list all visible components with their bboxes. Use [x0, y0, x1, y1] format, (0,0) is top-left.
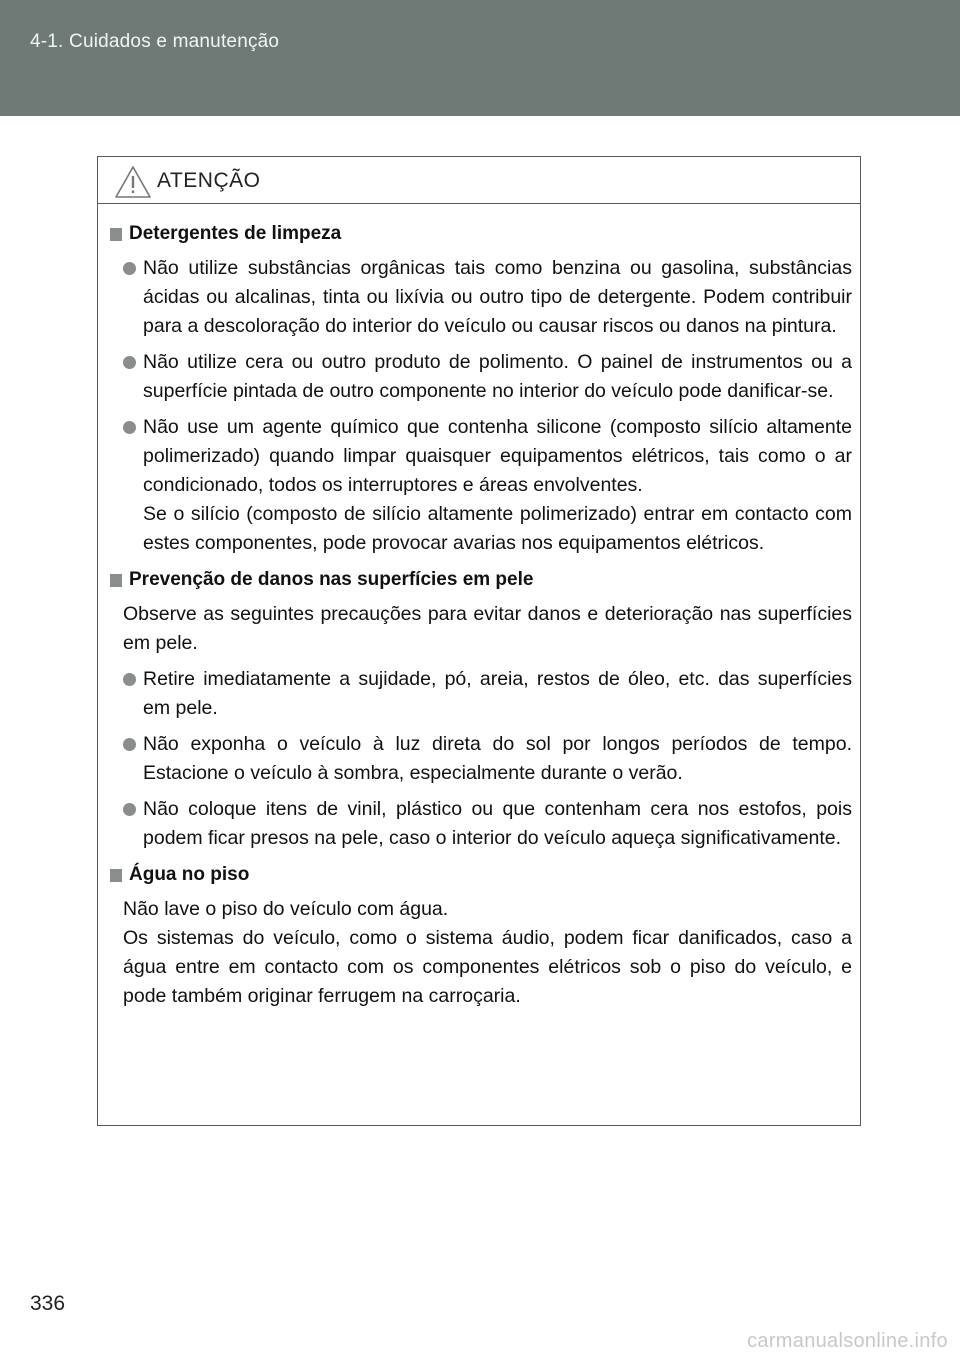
- bullet-item: [110, 254, 852, 341]
- bullet-text: Não utilize substâncias orgânicas tais como benzina ou gasolina, substâncias ácidas ou alcalinas, tinta ou lixívia ou outro tipo de detergente. Podem contribuir para a descoloração do interior do veículo ou causar riscos ou danos na pintura.: [143, 257, 852, 337]
- square-bullet-icon: [110, 228, 122, 241]
- bullet-item: [110, 795, 852, 853]
- warning-triangle-icon: [114, 165, 152, 199]
- square-bullet-icon: [110, 869, 122, 882]
- bullet-text: Não coloque itens de vinil, plástico ou que contenham cera nos estofos, pois podem ficar presos na pele, caso o interior do veículo aqueça significativamente.: [143, 798, 852, 849]
- circle-bullet-icon: [123, 262, 136, 275]
- warning-header: [98, 157, 860, 204]
- page-number: 336: [30, 1292, 66, 1315]
- bullet-text: Não use um agente químico que contenha silicone (composto silício altamente polimerizado) quando limpar quaisquer equipamentos elétricos, tais como o ar condicionado, todos os interruptores e áreas envolventes.: [143, 416, 852, 496]
- bullet-item: [110, 730, 852, 788]
- warning-title: ATENÇÃO: [157, 169, 261, 192]
- circle-bullet-icon: [123, 738, 136, 751]
- section-heading-text: Água no piso: [129, 864, 250, 885]
- circle-bullet-icon: [123, 356, 136, 369]
- bullet-text: Não exponha o veículo à luz direta do sol por longos períodos de tempo. Estacione o veículo à sombra, especialmente durante o verão.: [143, 733, 852, 784]
- section-heading-text: Prevenção de danos nas superfícies em pele: [129, 569, 534, 590]
- chapter-title: 4-1. Cuidados e manutenção: [30, 31, 280, 52]
- section-intro: Observe as seguintes precauções para evitar danos e deterioração nas superfícies em pele.: [123, 603, 852, 654]
- bullet-item: [110, 413, 852, 500]
- section-paragraph: Os sistemas do veículo, como o sistema áudio, podem ficar danificados, caso a água entre em contacto com os componentes elétricos sob o piso do veículo, e pode também originar ferrugem na carroçaria.: [123, 927, 852, 1007]
- bullet-item: [110, 348, 852, 406]
- watermark: carmanualsonline.info: [747, 1330, 948, 1352]
- section-heading-agua: [110, 860, 852, 890]
- warning-content: [110, 215, 852, 1018]
- warning-box: [97, 156, 861, 1126]
- bullet-text: Retire imediatamente a sujidade, pó, areia, restos de óleo, etc. das superfícies em pele.: [143, 668, 852, 719]
- bullet-continuation: Se o silício (composto de silício altamente polimerizado) entrar em contacto com estes componentes, pode provocar avarias nos equipamentos elétricos.: [143, 503, 852, 554]
- section-paragraph: Não lave o piso do veículo com água.: [123, 898, 449, 920]
- bullet-text: Não utilize cera ou outro produto de polimento. O painel de instrumentos ou a superfície pintada de outro componente no interior do veículo pode danificar-se.: [143, 351, 852, 402]
- circle-bullet-icon: [123, 421, 136, 434]
- bullet-item: [110, 665, 852, 723]
- section-heading-detergentes: [110, 219, 852, 249]
- circle-bullet-icon: [123, 803, 136, 816]
- section-heading-pele: [110, 565, 852, 595]
- circle-bullet-icon: [123, 673, 136, 686]
- section-heading-text: Detergentes de limpeza: [129, 223, 342, 244]
- square-bullet-icon: [110, 574, 122, 587]
- chapter-header-band: [0, 0, 960, 116]
